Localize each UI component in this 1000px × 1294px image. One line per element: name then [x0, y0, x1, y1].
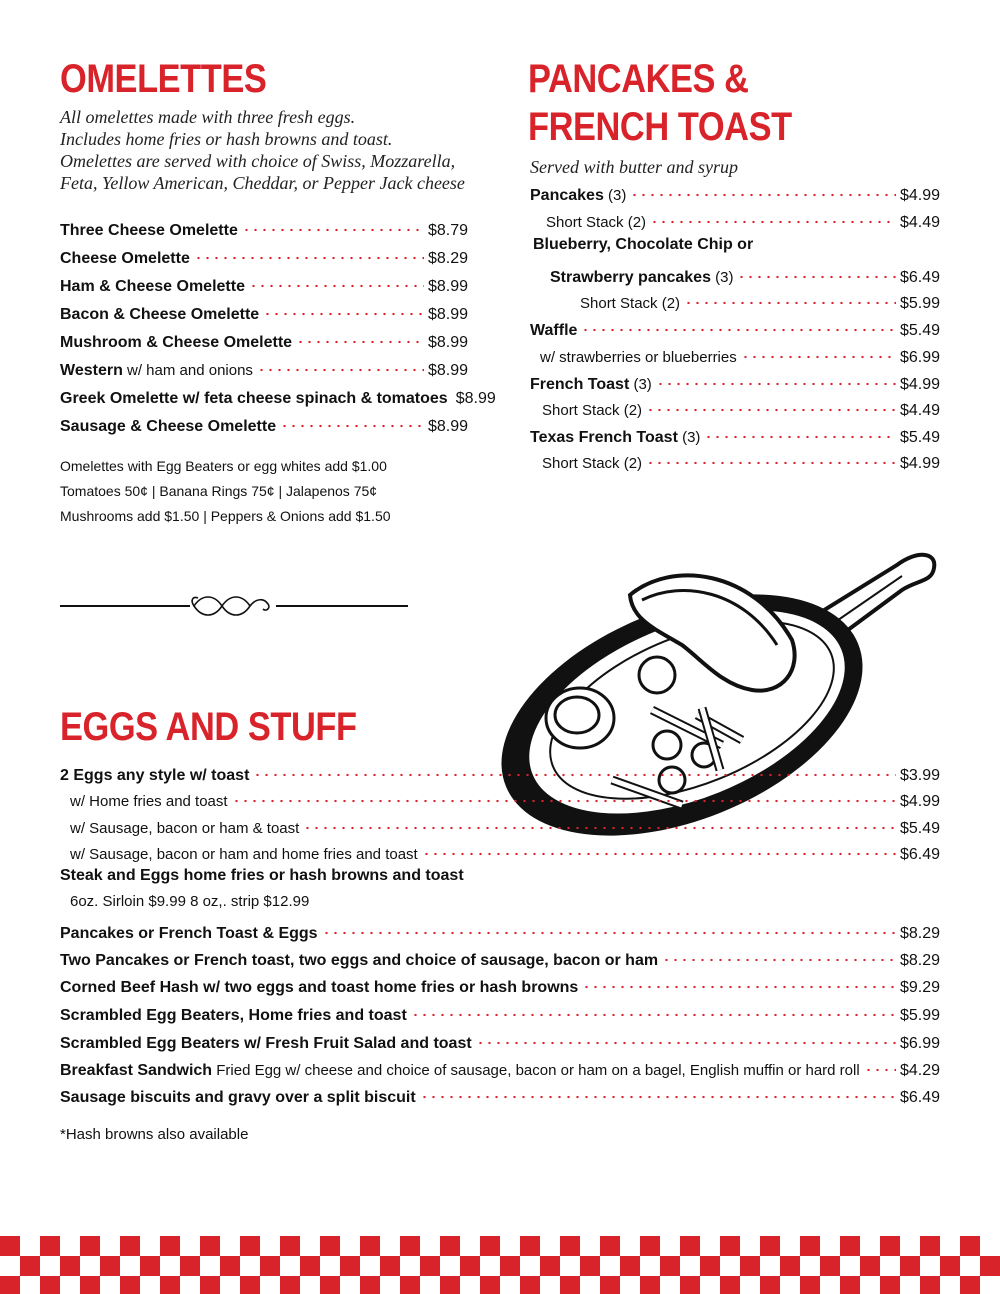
menu-item-detail: Short Stack (2)	[546, 214, 647, 231]
menu-item-price: $8.79	[427, 222, 468, 239]
menu-item-name	[60, 1062, 860, 1080]
checker-square	[900, 1256, 920, 1276]
checker-square	[640, 1276, 660, 1294]
checker-square	[600, 1276, 620, 1294]
checker-square	[200, 1236, 220, 1256]
menu-item-title: Breakfast Sandwich	[60, 1062, 213, 1079]
menu-item-name	[70, 793, 228, 811]
menu-item-name	[60, 334, 292, 352]
checker-square	[180, 1256, 200, 1276]
dot-leader	[582, 974, 896, 992]
menu-item-title: Cheese Omelette	[60, 250, 190, 267]
checker-square	[280, 1236, 300, 1256]
menu-item-detail: Short Stack (2)	[542, 402, 643, 419]
menu-item-price: $4.49	[899, 214, 940, 231]
menu-item-name	[542, 455, 642, 473]
eggs-footnote: *Hash browns also available	[60, 1126, 249, 1143]
dot-leader	[232, 788, 896, 806]
dot-leader	[257, 357, 424, 375]
menu-item-detail: (3)	[603, 187, 627, 204]
menu-item-name	[60, 1089, 416, 1107]
dot-leader	[303, 815, 896, 833]
menu-item-name	[550, 269, 733, 287]
menu-item-title: Western	[60, 362, 123, 379]
checker-square	[720, 1276, 740, 1294]
checker-square	[100, 1256, 120, 1276]
menu-item-price: $4.49	[899, 402, 940, 419]
checker-square	[480, 1276, 500, 1294]
menu-item-detail: w/ Sausage, bacon or ham & toast	[70, 820, 300, 837]
menu-item-price: $4.29	[899, 1062, 940, 1079]
menu-item-name	[540, 349, 737, 367]
menu-item-price: $8.99	[427, 278, 468, 295]
menu-item	[60, 329, 468, 355]
checker-square	[400, 1276, 420, 1294]
checker-square	[840, 1276, 860, 1294]
pancakes-title-line2: FRENCH TOAST	[528, 105, 792, 149]
menu-item-title: Waffle	[530, 322, 578, 339]
dot-leader	[296, 329, 424, 347]
checker-square	[80, 1276, 100, 1294]
dot-leader	[650, 209, 896, 227]
menu-item-price: $4.99	[899, 793, 940, 810]
omelettes-intro-line: Feta, Yellow American, Cheddar, or Pepper Jack cheese	[60, 173, 465, 193]
checker-square	[40, 1276, 60, 1294]
menu-item-name	[60, 222, 238, 240]
menu-item	[530, 371, 940, 397]
menu-item-detail: Fried Egg w/ cheese and choice of sausage, bacon or ham on a bagel, English muffin or hard roll	[212, 1062, 860, 1079]
checker-square	[380, 1256, 400, 1276]
checker-square	[500, 1256, 520, 1276]
checker-square	[160, 1276, 180, 1294]
omelettes-note: Mushrooms add $1.50 | Peppers & Onions add $1.50	[60, 508, 391, 524]
checker-square	[820, 1256, 840, 1276]
menu-item	[60, 974, 940, 1000]
menu-item-price: $8.29	[427, 250, 468, 267]
menu-item	[60, 920, 940, 946]
menu-item	[60, 947, 940, 973]
menu-item	[70, 788, 940, 814]
menu-item	[70, 815, 940, 841]
menu-item	[530, 182, 940, 208]
menu-item-name	[60, 390, 448, 408]
menu-item-detail: Short Stack (2)	[580, 295, 681, 312]
menu-item-name	[530, 187, 626, 205]
menu-item	[533, 236, 940, 262]
dot-leader	[704, 424, 896, 442]
menu-item	[530, 317, 940, 343]
checker-square	[440, 1236, 460, 1256]
checker-square	[740, 1256, 760, 1276]
menu-item-price: $5.99	[899, 1007, 940, 1024]
menu-item	[542, 450, 940, 476]
checker-square	[760, 1276, 780, 1294]
checker-square	[760, 1236, 780, 1256]
menu-item-name	[60, 1035, 472, 1053]
menu-item-title: Ham & Cheese Omelette	[60, 278, 245, 295]
checker-square	[420, 1256, 440, 1276]
checker-square	[980, 1256, 1000, 1276]
menu-item-title: Greek Omelette w/ feta cheese spinach & tomatoes	[60, 390, 448, 407]
menu-item-name	[60, 418, 276, 436]
menu-item	[60, 301, 468, 327]
checker-square	[680, 1236, 700, 1256]
menu-item-name	[60, 979, 578, 997]
pancakes-intro: Served with butter and syrup	[530, 157, 738, 177]
omelettes-note: Tomatoes 50¢ | Banana Rings 75¢ | Jalapenos 75¢	[60, 483, 378, 499]
menu-item-title: Strawberry pancakes	[550, 269, 711, 286]
checker-square	[200, 1276, 220, 1294]
menu-item-price: $3.99	[899, 767, 940, 784]
checker-square	[560, 1276, 580, 1294]
menu-item-name	[60, 306, 259, 324]
checker-square	[720, 1236, 740, 1256]
menu-item	[546, 209, 940, 235]
checker-square	[920, 1236, 940, 1256]
menu-item-name	[60, 867, 464, 885]
menu-item-name	[60, 925, 318, 943]
dot-leader	[253, 762, 896, 780]
menu-item-price: $8.99	[455, 390, 496, 407]
omelettes-notes	[60, 454, 391, 529]
menu-item-price: $6.49	[899, 1089, 940, 1106]
menu-item-detail: w/ strawberries or blueberries	[540, 349, 737, 366]
dot-leader	[422, 841, 896, 859]
dot-leader	[476, 1030, 896, 1048]
menu-item	[60, 1002, 940, 1028]
menu-item	[60, 273, 468, 299]
dot-leader	[662, 947, 896, 965]
menu-item	[60, 413, 468, 439]
menu-item-title: Sausage biscuits and gravy over a split biscuit	[60, 1089, 416, 1106]
dot-leader	[411, 1002, 896, 1020]
pancakes-title-line1: PANCAKES &	[528, 57, 749, 101]
checker-square	[660, 1256, 680, 1276]
checker-square	[520, 1236, 540, 1256]
checker-square	[800, 1276, 820, 1294]
menu-item-title: Pancakes	[530, 187, 604, 204]
menu-item	[60, 1030, 940, 1056]
checker-square	[160, 1236, 180, 1256]
dot-leader	[249, 273, 424, 291]
dot-leader	[280, 413, 424, 431]
menu-item-price: $4.99	[899, 455, 940, 472]
menu-item-title: Bacon & Cheese Omelette	[60, 306, 260, 323]
menu-item-name	[60, 250, 190, 268]
menu-item-detail: 6oz. Sirloin $9.99 8 oz,. strip $12.99	[70, 893, 310, 910]
menu-item-price: $5.99	[899, 295, 940, 312]
menu-item-price: $6.49	[899, 846, 940, 863]
menu-item	[60, 217, 468, 243]
checker-square	[220, 1256, 240, 1276]
checker-square	[780, 1256, 800, 1276]
dot-leader	[194, 245, 424, 263]
checker-square	[520, 1276, 540, 1294]
dot-leader	[646, 397, 896, 415]
menu-item	[60, 867, 940, 893]
menu-item	[70, 841, 940, 867]
menu-item	[540, 344, 940, 370]
omelettes-note: Omelettes with Egg Beaters or egg whites add $1.00	[60, 458, 387, 474]
menu-item-detail: w/ Sausage, bacon or ham and home fries and toast	[70, 846, 418, 863]
dot-leader	[581, 317, 896, 335]
menu-item-name	[60, 952, 658, 970]
menu-item-title: Sausage & Cheese Omelette	[60, 418, 277, 435]
checker-square	[320, 1276, 340, 1294]
scroll-flourish-icon	[60, 593, 410, 619]
checker-square	[80, 1236, 100, 1256]
menu-item-price: $4.99	[899, 187, 940, 204]
menu-item-price: $5.49	[899, 820, 940, 837]
menu-item-name	[60, 278, 245, 296]
checker-square	[400, 1236, 420, 1256]
checker-square	[0, 1236, 20, 1256]
checker-square	[340, 1256, 360, 1276]
checker-square	[840, 1236, 860, 1256]
checker-square	[0, 1276, 20, 1294]
omelettes-title: OMELETTES	[60, 57, 267, 101]
checker-square	[960, 1236, 980, 1256]
menu-item-title: Scrambled Egg Beaters, Home fries and toast	[60, 1007, 407, 1024]
dot-leader	[741, 344, 896, 362]
menu-item-title: Scrambled Egg Beaters w/ Fresh Fruit Salad and toast	[60, 1035, 472, 1052]
checker-square	[140, 1256, 160, 1276]
checker-square	[920, 1276, 940, 1294]
checker-square	[800, 1236, 820, 1256]
dot-leader	[656, 371, 896, 389]
dot-leader	[263, 301, 424, 319]
checker-square	[360, 1236, 380, 1256]
menu-item-name	[60, 362, 253, 380]
menu-item-title: Corned Beef Hash w/ two eggs and toast home fries or hash browns	[60, 979, 579, 996]
checker-square	[40, 1236, 60, 1256]
checker-square	[860, 1256, 880, 1276]
menu-item-title: Pancakes or French Toast & Eggs	[60, 925, 318, 942]
checker-square	[940, 1256, 960, 1276]
menu-item	[580, 290, 940, 316]
menu-item-price: $9.29	[899, 979, 940, 996]
menu-item	[60, 357, 468, 383]
dot-leader	[322, 920, 896, 938]
menu-item-name	[60, 767, 249, 785]
menu-item-price: $5.49	[899, 322, 940, 339]
menu-item-name	[70, 846, 418, 864]
checker-square	[300, 1256, 320, 1276]
omelettes-intro	[60, 106, 500, 194]
menu-item-detail: w/ Home fries and toast	[70, 793, 228, 810]
menu-item-name	[70, 820, 299, 838]
checker-square	[260, 1256, 280, 1276]
dot-leader	[684, 290, 896, 308]
checker-square	[600, 1236, 620, 1256]
checker-square	[320, 1236, 340, 1256]
menu-item	[70, 893, 940, 919]
menu-item-price: $6.49	[899, 269, 940, 286]
menu-item	[60, 1057, 940, 1083]
checkerboard-border	[0, 1236, 1000, 1294]
checker-square	[480, 1236, 500, 1256]
checker-square	[580, 1256, 600, 1276]
omelettes-intro-line: Omelettes are served with choice of Swiss, Mozzarella,	[60, 151, 456, 171]
eggs-title: EGGS AND STUFF	[60, 705, 357, 749]
omelettes-intro-line: All omelettes made with three fresh eggs.	[60, 107, 356, 127]
omelettes-intro-line: Includes home fries or hash browns and toast.	[60, 129, 393, 149]
checker-square	[240, 1236, 260, 1256]
menu-item-name	[60, 1007, 407, 1025]
menu-item-price: $8.99	[427, 362, 468, 379]
menu-item-price: $8.29	[899, 925, 940, 942]
menu-item	[60, 385, 496, 411]
menu-item-price: $8.99	[427, 306, 468, 323]
menu-item	[60, 762, 940, 788]
menu-item-name	[546, 214, 646, 232]
checker-square	[620, 1256, 640, 1276]
checker-square	[700, 1256, 720, 1276]
menu-item-name	[533, 236, 753, 254]
menu-item-detail: w/ ham and onions	[122, 362, 253, 379]
checker-square	[880, 1276, 900, 1294]
menu-item-name	[530, 322, 577, 340]
menu-item-title: Steak and Eggs home fries or hash browns and toast	[60, 867, 464, 884]
checker-square	[60, 1256, 80, 1276]
checker-square	[120, 1276, 140, 1294]
menu-item-title: Texas French Toast	[530, 429, 678, 446]
menu-item-title: Two Pancakes or French toast, two eggs and choice of sausage, bacon or ham	[60, 952, 659, 969]
checker-square	[360, 1276, 380, 1294]
menu-item-title: 2 Eggs any style w/ toast	[60, 767, 250, 784]
menu-item	[550, 264, 940, 290]
menu-item-price: $8.99	[427, 334, 468, 351]
menu-item	[60, 245, 468, 271]
menu-item-name	[70, 893, 309, 911]
menu-item-price: $6.99	[899, 1035, 940, 1052]
dot-leader	[630, 182, 896, 200]
menu-item-detail: (3)	[677, 429, 701, 446]
checker-square	[640, 1236, 660, 1256]
checker-square	[440, 1276, 460, 1294]
menu-item-price: $8.99	[427, 418, 468, 435]
menu-item-detail: (3)	[629, 376, 652, 393]
dot-leader	[242, 217, 424, 235]
menu-item	[530, 424, 940, 450]
menu-item-detail: Short Stack (2)	[542, 455, 643, 472]
checker-square	[680, 1276, 700, 1294]
dot-leader	[737, 264, 895, 282]
dot-leader	[420, 1084, 896, 1102]
checker-square	[240, 1276, 260, 1294]
menu-item	[60, 1084, 940, 1110]
menu-item-detail: (3)	[710, 269, 734, 286]
menu-item-title: French Toast	[530, 376, 630, 393]
checker-square	[540, 1256, 560, 1276]
menu-item-price: $8.29	[899, 952, 940, 969]
menu-item-title: Mushroom & Cheese Omelette	[60, 334, 293, 351]
menu-item-price: $4.99	[899, 376, 940, 393]
checker-square	[960, 1276, 980, 1294]
menu-item-name	[542, 402, 642, 420]
checker-square	[880, 1236, 900, 1256]
menu-item	[542, 397, 940, 423]
menu-item-name	[530, 376, 652, 394]
dot-leader	[646, 450, 896, 468]
menu-item-name	[530, 429, 700, 447]
dot-leader	[864, 1057, 896, 1075]
checker-square	[460, 1256, 480, 1276]
checker-square	[120, 1236, 140, 1256]
checker-square	[20, 1256, 40, 1276]
menu-item-price: $5.49	[899, 429, 940, 446]
menu-item-title: Blueberry, Chocolate Chip or	[533, 236, 754, 253]
menu-item-name	[580, 295, 680, 313]
menu-item-price: $6.99	[899, 349, 940, 366]
checker-square	[560, 1236, 580, 1256]
checker-square	[280, 1276, 300, 1294]
menu-item-title: Three Cheese Omelette	[60, 222, 238, 239]
